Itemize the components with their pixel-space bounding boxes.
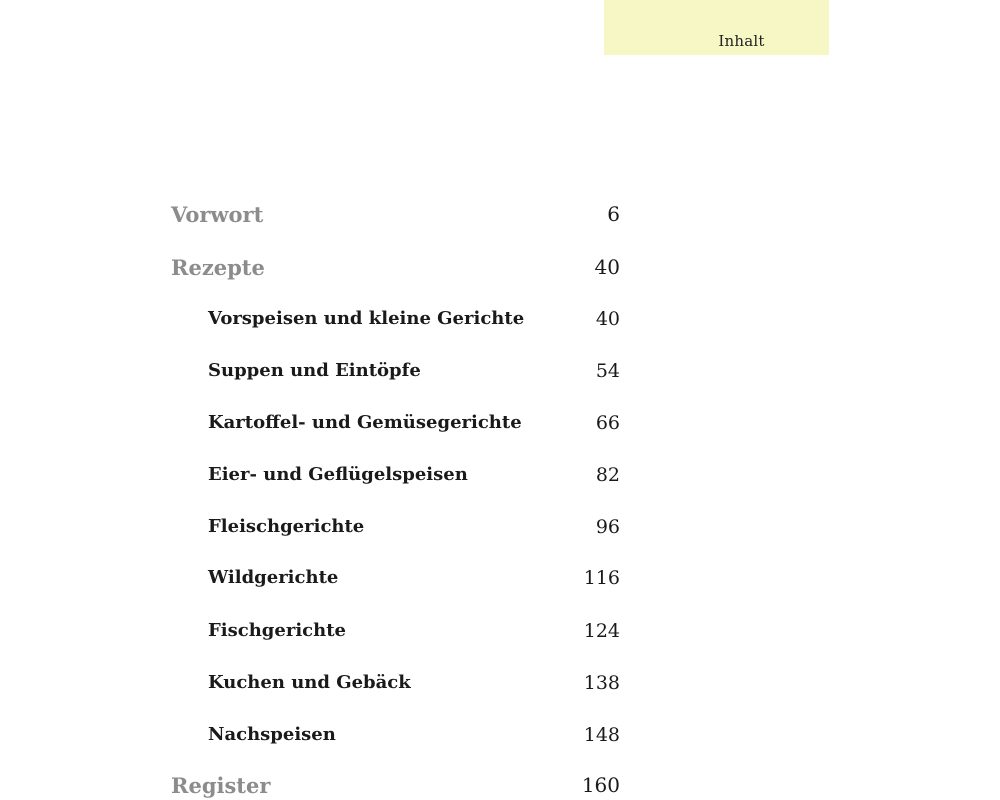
toc-entry-page: 116 [583, 567, 620, 589]
toc-entry-fisch[interactable] [0, 620, 1000, 650]
toc-entry-page: 138 [583, 672, 620, 694]
toc-entry-eier[interactable] [0, 464, 1000, 494]
toc-entry-nachspeisen[interactable] [0, 724, 1000, 754]
toc-entry-fleisch[interactable] [0, 516, 1000, 546]
toc-entry-page: 160 [581, 773, 620, 797]
toc-entry-label: Eier- und Geflügelspeisen [208, 464, 468, 485]
toc-entry-page: 6 [607, 202, 620, 226]
toc-entry-rezepte[interactable] [0, 255, 1000, 285]
toc-entry-label: Kartoffel- und Gemüsegerichte [208, 412, 522, 433]
toc-entry-page: 66 [595, 412, 620, 434]
toc-entry-page: 124 [583, 620, 620, 642]
toc-entry-kartoffel[interactable] [0, 412, 1000, 442]
toc-entry-suppen[interactable] [0, 360, 1000, 390]
toc-entry-page: 40 [594, 255, 620, 279]
toc-entry-label: Vorwort [171, 202, 264, 227]
toc-entry-page: 148 [583, 724, 620, 746]
toc-entry-wild[interactable] [0, 567, 1000, 597]
toc-entry-label: Nachspeisen [208, 724, 336, 745]
toc-entry-vorspeisen[interactable] [0, 308, 1000, 338]
section-tab-label: Inhalt [718, 32, 765, 50]
toc-entry-label: Fleischgerichte [208, 516, 365, 537]
toc-entry-label: Suppen und Eintöpfe [208, 360, 421, 381]
toc-entry-label: Rezepte [171, 255, 265, 280]
toc-entry-page: 40 [595, 308, 620, 330]
toc-entry-label: Register [171, 773, 271, 798]
toc-entry-page: 82 [595, 464, 620, 486]
toc-entry-kuchen[interactable] [0, 672, 1000, 702]
toc-entry-label: Vorspeisen und kleine Gerichte [208, 308, 525, 329]
toc-entry-label: Kuchen und Gebäck [208, 672, 411, 693]
toc-entry-label: Fischgerichte [208, 620, 346, 641]
toc-entry-page: 96 [595, 516, 620, 538]
toc-entry-page: 54 [595, 360, 620, 382]
toc-entry-register[interactable] [0, 773, 1000, 800]
toc-entry-vorwort[interactable] [0, 202, 1000, 232]
toc-entry-label: Wildgerichte [208, 567, 339, 588]
